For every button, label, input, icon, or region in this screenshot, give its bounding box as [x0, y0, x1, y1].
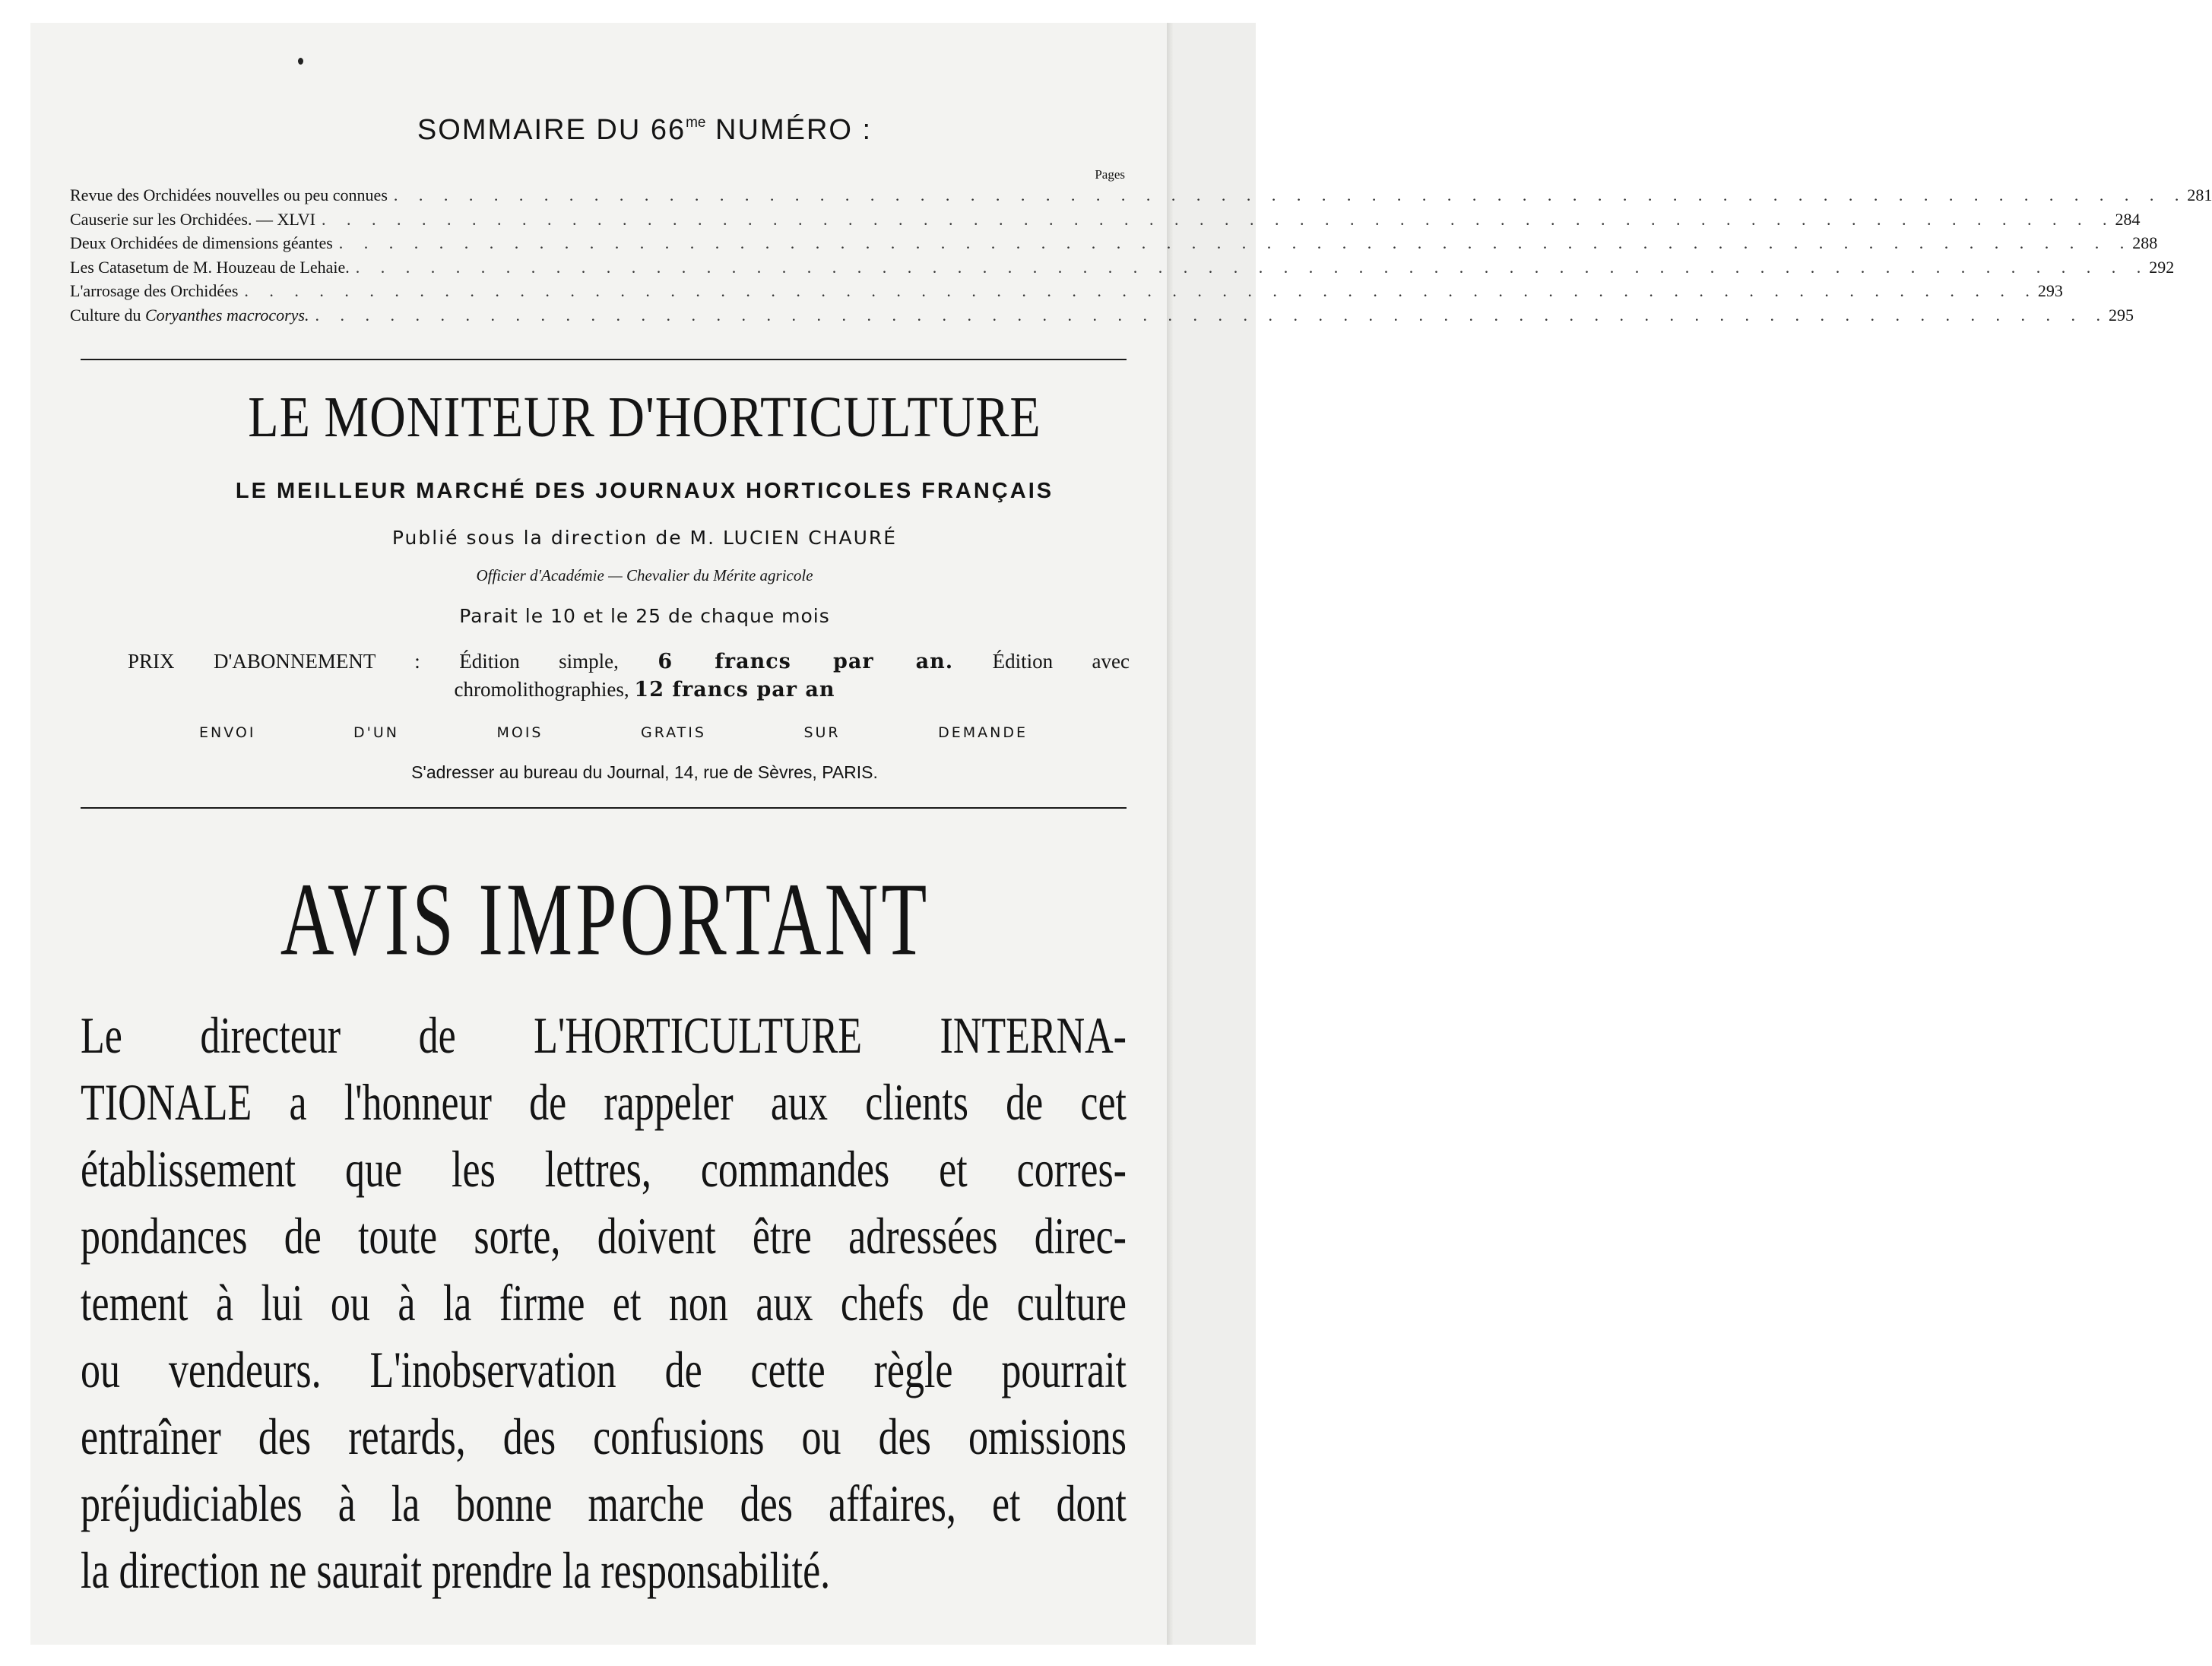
ink-speck: [298, 58, 303, 65]
toc-entry: [70, 281, 2063, 306]
toc-entry-page: 281: [2187, 185, 2212, 204]
free-trial-notice: ENVOI D'UN MOIS GRATIS SUR DEMANDE: [199, 724, 1028, 741]
moniteur-titles: Officier d'Académie — Chevalier du Mérite agricole: [476, 566, 813, 584]
moniteur-direction: Publié sous la direction de M. LUCIEN CHAURÉ: [391, 527, 898, 549]
toc-entry-title: Les Catasetum de M. Houzeau de Lehaie.: [70, 257, 350, 277]
toc-entry: [70, 257, 2175, 282]
avis-line: tement à lui ou à la firme et non aux chefs de culture: [81, 1275, 1127, 1332]
moniteur-frequency: Parait le 10 et le 25 de chaque mois: [459, 605, 830, 627]
table-of-contents: [70, 185, 2212, 329]
toc-entry-page: 293: [2037, 281, 2063, 300]
toc-entry-title: Culture du Coryanthes macrocorys.: [70, 305, 309, 325]
toc-entry: [70, 209, 2141, 234]
avis-line: pondances de toute sorte, doivent être adressées direc-: [81, 1208, 1127, 1265]
toc-entry-title: Deux Orchidées de dimensions géantes: [70, 233, 333, 252]
avis-line: TIONALE a l'honneur de rappeler aux clients de cet: [81, 1075, 1127, 1132]
toc-leader-dots: . . . . . . . . . . . . . . . . . . . . . . . . . . . . . . . . . . . . . . . . . . . . . . . . . . . . . . . . . . . . . . . . . . . . . . . .: [393, 185, 2188, 204]
avis-heading: AVIS IMPORTANT: [280, 863, 930, 978]
toc-entry: [70, 185, 2212, 210]
avis-line: la direction ne saurait prendre la responsabilité.: [81, 1543, 831, 1600]
toc-leader-dots: . . . . . . . . . . . . . . . . . . . . . . . . . . . . . . . . . . . . . . . . . . . . . . . . . . . . . . . . . . . . . . . . . . . . . . . .: [244, 281, 2038, 300]
subscription-price-chromo: chromolithographies, 12 francs par an: [454, 678, 835, 702]
avis-line: entraîner des retards, des confusions ou des omissions: [81, 1409, 1127, 1466]
avis-line: établissement que les lettres, commandes et corres-: [81, 1142, 1127, 1199]
toc-entry-title: L'arrosage des Orchidées: [70, 281, 239, 300]
toc-leader-dots: . . . . . . . . . . . . . . . . . . . . . . . . . . . . . . . . . . . . . . . . . . . . . . . . . . . . . . . . . . . . . . . . . . . . . . . .: [338, 233, 2133, 252]
pages-column-label: Pages: [1095, 167, 1125, 182]
avis-line: ou vendeurs. L'inobservation de cette règle pourrait: [81, 1342, 1127, 1399]
moniteur-subtitle: LE MEILLEUR MARCHÉ DES JOURNAUX HORTICOLES FRANÇAIS: [235, 479, 1054, 503]
toc-leader-dots: . . . . . . . . . . . . . . . . . . . . . . . . . . . . . . . . . . . . . . . . . . . . . . . . . . . . . . . . . . . . . . . . . . . . . . . .: [322, 209, 2115, 229]
toc-entry-page: 292: [2149, 257, 2175, 277]
journal-address: S'adresser au bureau du Journal, 14, rue de Sèvres, PARIS.: [411, 762, 878, 782]
subscription-price: PRIX D'ABONNEMENT : Édition simple, 6 francs par an. Édition avec: [128, 650, 1130, 673]
avis-line: Le directeur de L'HORTICULTURE INTERNA-: [81, 1008, 1127, 1065]
divider-rule: [81, 359, 1127, 360]
avis-line: préjudiciables à la bonne marche des affaires, et dont: [81, 1476, 1127, 1533]
toc-leader-dots: . . . . . . . . . . . . . . . . . . . . . . . . . . . . . . . . . . . . . . . . . . . . . . . . . . . . . . . . . . . . . . . . . . . . . . . .: [355, 257, 2150, 277]
avis-body: [81, 1003, 1127, 1605]
divider-rule: [81, 807, 1127, 809]
moniteur-title: LE MONITEUR D'HORTICULTURE: [248, 385, 1041, 450]
toc-entry-page: 284: [2115, 209, 2141, 229]
toc-entry-title: Revue des Orchidées nouvelles ou peu connues: [70, 185, 388, 204]
toc-leader-dots: . . . . . . . . . . . . . . . . . . . . . . . . . . . . . . . . . . . . . . . . . . . . . . . . . . . . . . . . . . . . . . . . . . . . . . . .: [315, 305, 2109, 325]
toc-entry-page: 295: [2109, 305, 2134, 325]
toc-entry: [70, 233, 2158, 258]
toc-entry: [70, 305, 2134, 330]
toc-entry-page: 288: [2132, 233, 2158, 252]
sommaire-title: SOMMAIRE DU $66^{me}$ NUMÉRO :: [417, 114, 873, 146]
toc-entry-title: Causerie sur les Orchidées. — XLVI: [70, 209, 315, 229]
